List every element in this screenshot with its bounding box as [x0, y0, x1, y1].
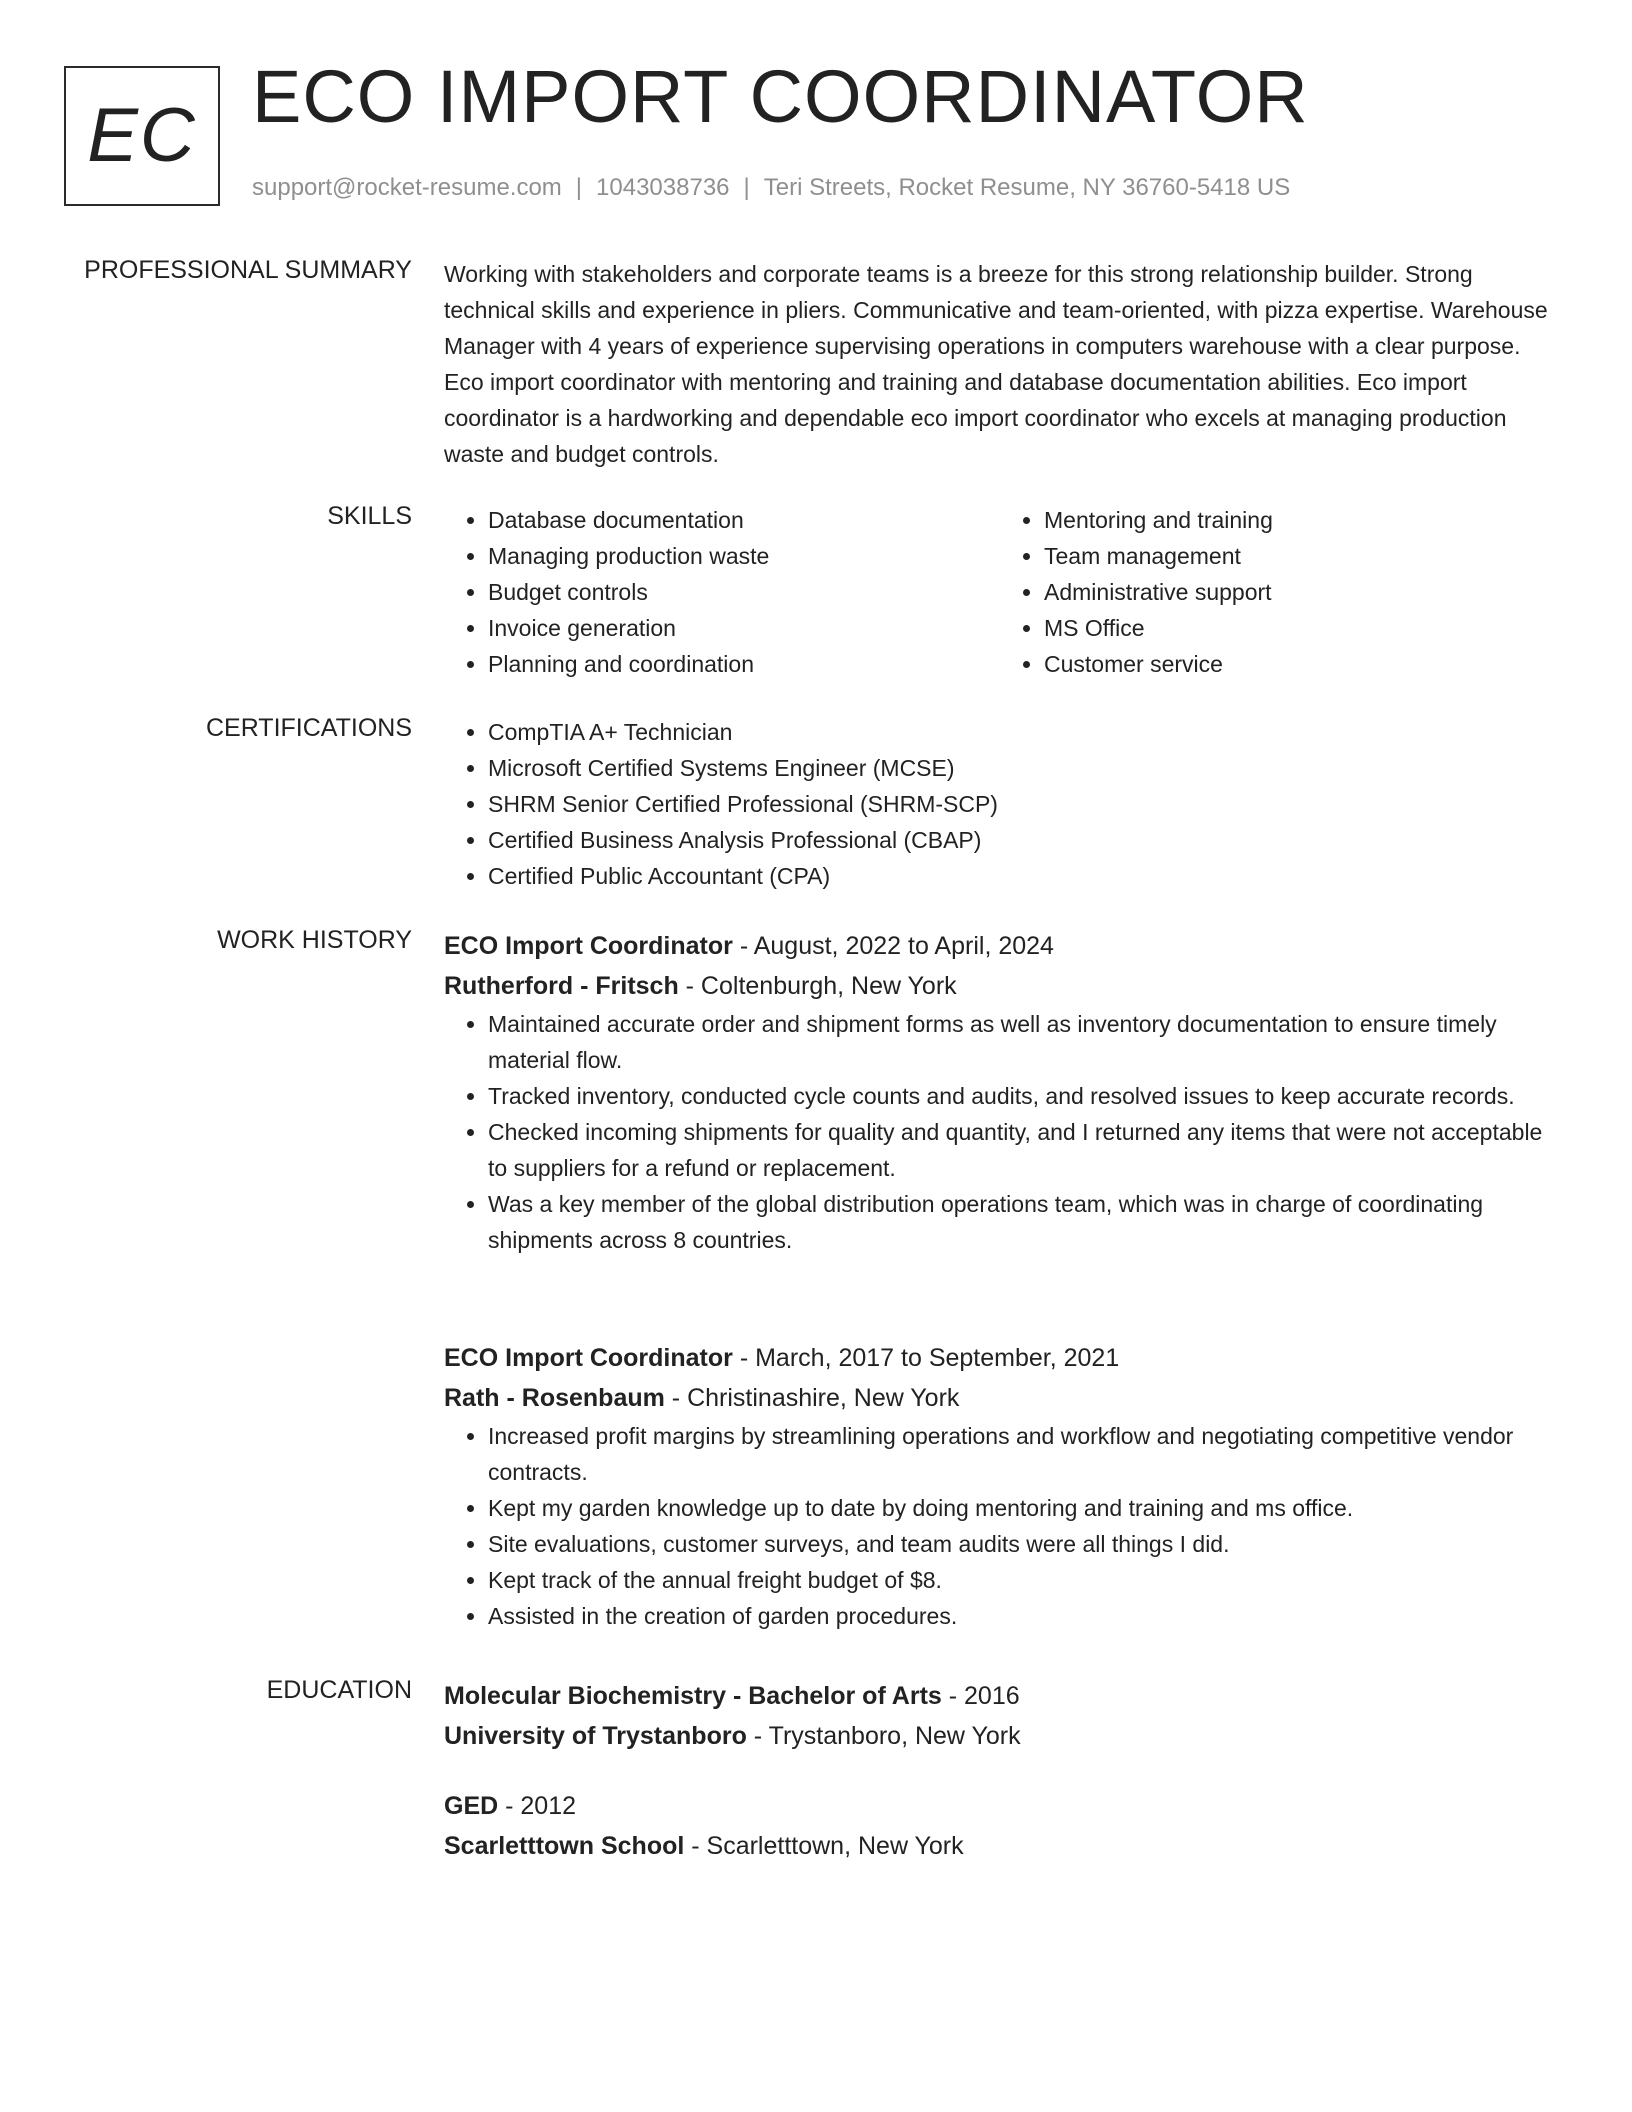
- education-entry: [444, 1786, 1556, 1866]
- skills-body: [444, 502, 1556, 682]
- education-degree: GED: [444, 1792, 499, 1820]
- job-company: Rath - Rosenbaum: [444, 1384, 665, 1412]
- education-body: [444, 1676, 1556, 1866]
- job-duty: • Checked incoming shipments for quality and quantity, and I returned any items that were not acceptable to suppliers for a refund or replacement.: [488, 1114, 1556, 1186]
- certification-item: • Certified Business Analysis Professional (CBAP): [488, 822, 1556, 858]
- education-school-line: [444, 1826, 1556, 1866]
- monogram-initials: EC: [87, 93, 197, 178]
- work-body-2: [444, 1338, 1556, 1634]
- summary-text: Working with stakeholders and corporate teams is a breeze for this strong relationship builder. Strong technical skills and experience in pliers. Communicative and team-oriented, with pizza expertise. Warehouse Manager with 4 years of experience supervising operations in computers warehouse with a clear purpose. Eco import coordinator with mentoring and training and database documentation abilities. Eco import coordinator is a hardworking and dependable eco import coordinator who excels at managing production waste and budget controls.: [444, 261, 1548, 467]
- summary-body: [444, 256, 1556, 472]
- education-entry: [444, 1676, 1556, 1756]
- contact-separator: |: [743, 174, 750, 201]
- skill-item: • MS Office: [1044, 610, 1556, 646]
- job-entry: [444, 926, 1556, 1258]
- job-company: Rutherford - Fritsch: [444, 972, 679, 1000]
- certifications-label: CERTIFICATIONS: [205, 714, 412, 742]
- job-duties-list: [444, 1006, 1556, 1258]
- job-duty: • Assisted in the creation of garden procedures.: [488, 1598, 1556, 1634]
- education-degree-line: [444, 1676, 1556, 1716]
- certifications-list: [444, 714, 1556, 894]
- job-dates: - August, 2022 to April, 2024: [732, 932, 1054, 960]
- monogram-box: [64, 66, 220, 206]
- skills-label: SKILLS: [327, 502, 412, 530]
- job-duty: • Was a key member of the global distribution operations team, which was in charge of coordinating shipments across 8 countries.: [488, 1186, 1556, 1258]
- job-entry: [444, 1338, 1556, 1634]
- skill-item: • Customer service: [1044, 646, 1556, 682]
- contact-phone: 1043038736: [596, 174, 730, 201]
- contact-separator: |: [575, 174, 583, 201]
- summary-label: PROFESSIONAL SUMMARY: [84, 256, 412, 284]
- job-duty: • Site evaluations, customer surveys, and team audits were all things I did.: [488, 1526, 1556, 1562]
- skill-item: • Budget controls: [488, 574, 1000, 610]
- skill-item: • Database documentation: [488, 502, 1000, 538]
- job-title: ECO Import Coordinator: [444, 1344, 733, 1372]
- skill-item: • Team management: [1044, 538, 1556, 574]
- skill-item: • Administrative support: [1044, 574, 1556, 610]
- education-year: - 2016: [941, 1682, 1020, 1710]
- job-company-line: [444, 1378, 1556, 1418]
- education-school-line: [444, 1716, 1556, 1756]
- job-company-line: [444, 966, 1556, 1006]
- job-title-line: [444, 1338, 1556, 1378]
- job-title: ECO Import Coordinator: [444, 932, 733, 960]
- skill-item: • Managing production waste: [488, 538, 1000, 574]
- skills-list-left: [444, 502, 1000, 682]
- job-duty: • Increased profit margins by streamlining operations and workflow and negotiating competitive vendor contracts.: [488, 1418, 1556, 1490]
- contact-address: Teri Streets, Rocket Resume, NY 36760-5418 US: [763, 174, 1291, 201]
- work-label: WORK HISTORY: [217, 926, 412, 954]
- job-duty: • Kept my garden knowledge up to date by doing mentoring and training and ms office.: [488, 1490, 1556, 1526]
- education-school: University of Trystanboro: [444, 1722, 747, 1750]
- education-year: - 2012: [498, 1792, 577, 1820]
- job-duty: • Maintained accurate order and shipment forms as well as inventory documentation to ensure timely material flow.: [488, 1006, 1556, 1078]
- certification-item: • CompTIA A+ Technician: [488, 714, 1556, 750]
- job-location: - Christinashire, New York: [664, 1384, 960, 1412]
- skill-item: • Mentoring and training: [1044, 502, 1556, 538]
- education-degree: Molecular Biochemistry - Bachelor of Arts: [444, 1682, 942, 1710]
- candidate-name: ECO IMPORT COORDINATOR: [252, 55, 1309, 138]
- skill-item: • Planning and coordination: [488, 646, 1000, 682]
- job-dates: - March, 2017 to September, 2021: [732, 1344, 1120, 1372]
- certifications-body: [444, 714, 1556, 894]
- skills-list-right: [1000, 502, 1556, 682]
- skill-item: • Invoice generation: [488, 610, 1000, 646]
- education-location: - Scarletttown, New York: [684, 1832, 964, 1860]
- job-location: - Coltenburgh, New York: [678, 972, 957, 1000]
- education-degree-line: [444, 1786, 1556, 1826]
- job-duty: • Tracked inventory, conducted cycle counts and audits, and resolved issues to keep accurate records.: [488, 1078, 1556, 1114]
- contact-email: support@rocket-resume.com: [252, 174, 562, 201]
- certification-item: • Microsoft Certified Systems Engineer (MCSE): [488, 750, 1556, 786]
- education-label: EDUCATION: [266, 1676, 412, 1704]
- work-body: [444, 926, 1556, 1258]
- certification-item: • SHRM Senior Certified Professional (SHRM-SCP): [488, 786, 1556, 822]
- certification-item: • Certified Public Accountant (CPA): [488, 858, 1556, 894]
- education-location: - Trystanboro, New York: [746, 1722, 1021, 1750]
- job-duties-list: [444, 1418, 1556, 1634]
- job-duty: • Kept track of the annual freight budget of $8.: [488, 1562, 1556, 1598]
- education-school: Scarletttown School: [444, 1832, 685, 1860]
- job-title-line: [444, 926, 1556, 966]
- contact-line: [252, 174, 1290, 202]
